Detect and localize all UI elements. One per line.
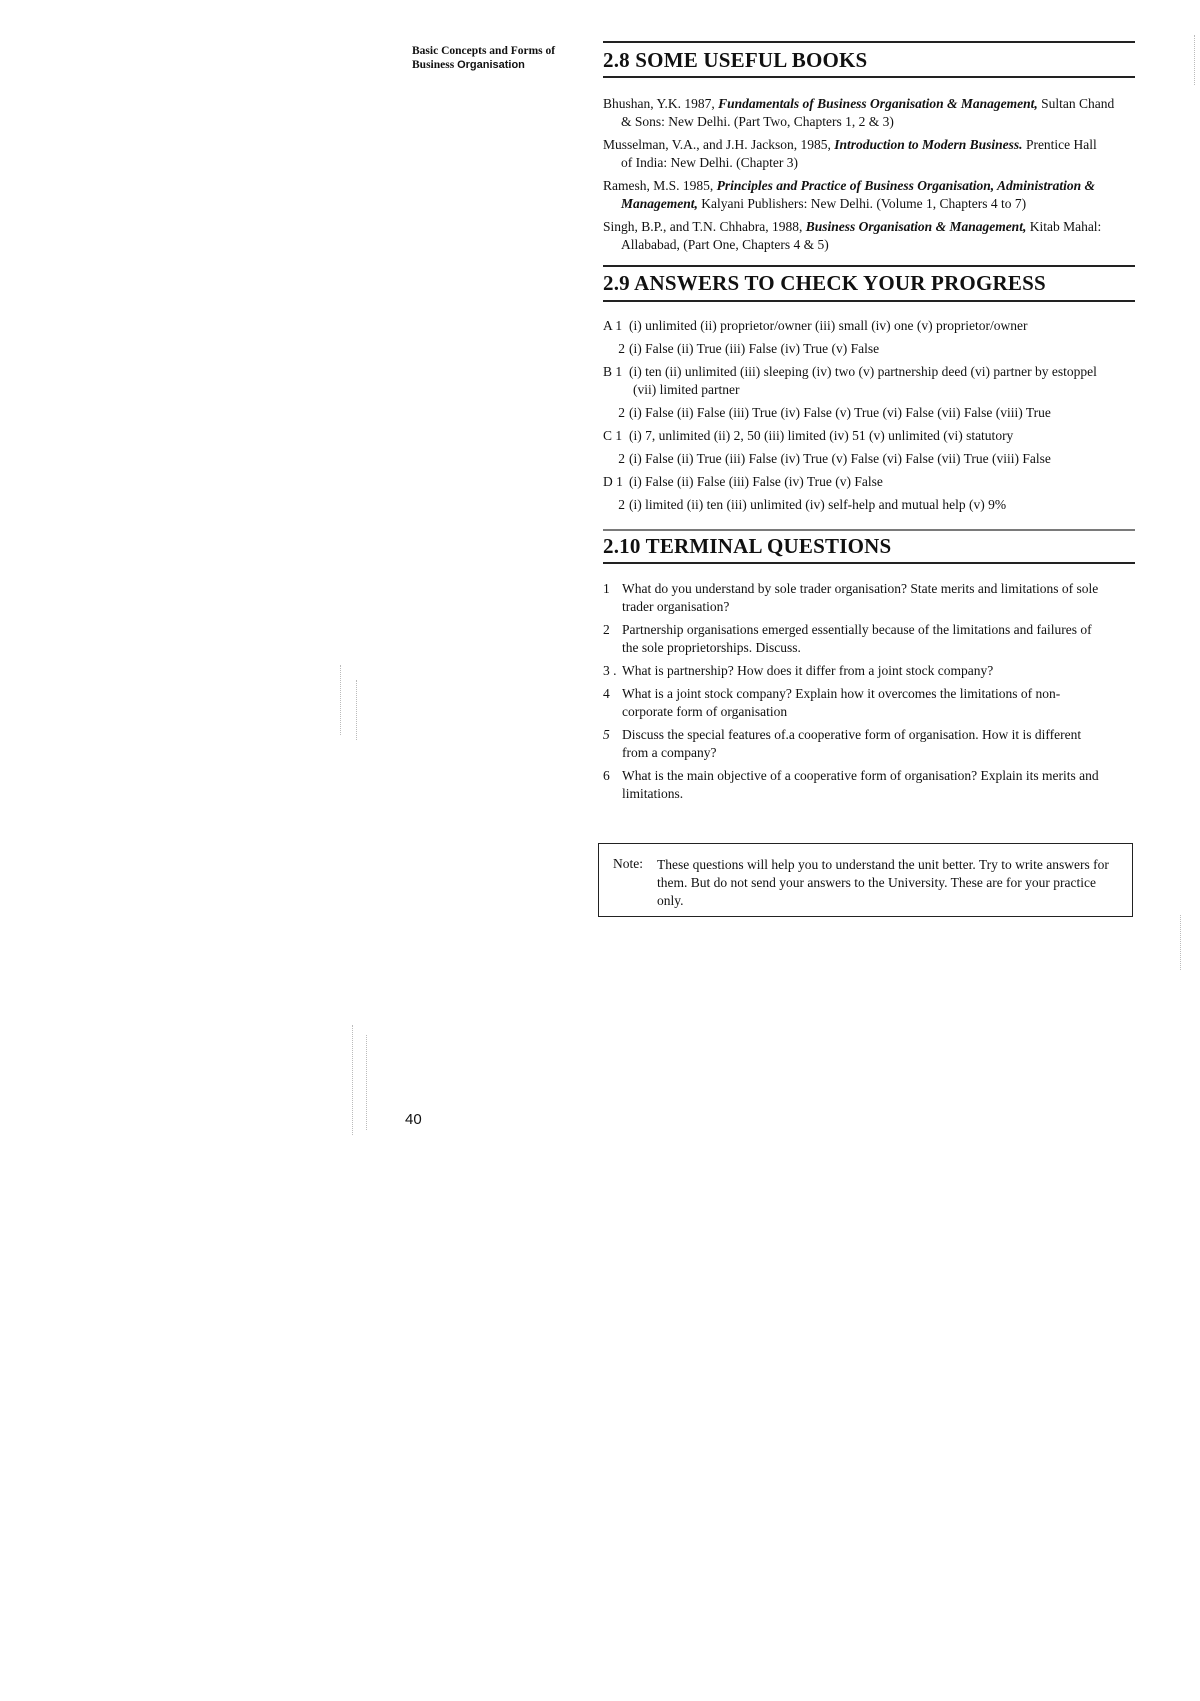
question-text-continued: the sole proprietorships. Discuss.	[622, 640, 801, 655]
answer-label: 2	[618, 451, 625, 466]
scan-artifact	[1180, 915, 1181, 970]
book-author: Bhushan, Y.K. 1987,	[603, 96, 719, 111]
question-number: 3 .	[603, 663, 617, 678]
note-text: These questions will help you to understand the unit better. Try to write answers for them. But do not send your answers to the University. These are for your practice only.	[657, 857, 1109, 908]
answer-line	[603, 496, 1143, 514]
question-text-continued: corporate form of organisation	[622, 704, 788, 719]
scan-artifact	[352, 1025, 353, 1135]
question-text: What do you understand by sole trader organisation? State merits and limitations of sole	[622, 581, 1099, 596]
terminal-question	[603, 621, 1135, 657]
answer-label: A 1	[603, 318, 623, 333]
heading-rule-top	[603, 41, 1135, 43]
question-number: 6	[603, 768, 610, 783]
answer-line	[603, 427, 1143, 445]
answer-line	[603, 317, 1143, 335]
answer-label: B 1	[603, 364, 623, 379]
section-heading-books	[603, 41, 1135, 79]
answer-text: (i) False (ii) True (iii) False (iv) True (v) False	[629, 341, 880, 356]
book-publisher: Kitab Mahal:	[1026, 219, 1102, 234]
book-author: Musselman, V.A., and J.H. Jackson, 1985,	[603, 137, 835, 152]
terminal-question	[603, 685, 1135, 721]
answer-line	[603, 340, 1143, 358]
book-title-continued: Management,	[621, 196, 698, 211]
question-number: 1	[603, 581, 610, 596]
question-text-continued: limitations.	[622, 786, 684, 801]
answer-text: (i) False (ii) True (iii) False (iv) True (v) False (vi) False (vii) True (viii) False	[629, 451, 1051, 466]
book-reference	[603, 177, 1135, 213]
answer-text: (i) False (ii) False (iii) True (iv) False (v) True (vi) False (vii) False (viii) True	[629, 405, 1051, 420]
answer-line	[603, 473, 1143, 491]
book-reference	[603, 218, 1135, 254]
note-label: Note:	[613, 856, 643, 871]
answer-text: (i) 7, unlimited (ii) 2, 50 (iii) limited (iv) 51 (v) unlimited (vi) statutory	[629, 428, 1014, 443]
scan-artifact	[1194, 35, 1195, 85]
answer-label: 2	[618, 405, 625, 420]
running-head-line-2	[412, 58, 572, 72]
heading-rule-bottom	[603, 562, 1135, 564]
book-details: of India: New Delhi. (Chapter 3)	[621, 155, 798, 170]
book-author: Ramesh, M.S. 1985,	[603, 178, 717, 193]
running-head-word-business: Business	[412, 59, 458, 71]
section-heading-answers	[603, 265, 1135, 303]
question-text: What is the main objective of a cooperative form of organisation? Explain its merits and	[622, 768, 1099, 783]
terminal-question	[603, 767, 1135, 803]
scan-artifact	[340, 665, 341, 735]
book-details: Allababad, (Part One, Chapters 4 & 5)	[621, 237, 829, 252]
answer-text: (i) ten (ii) unlimited (iii) sleeping (iv) two (v) partnership deed (vi) partner by estoppel	[629, 364, 1097, 379]
answer-label: C 1	[603, 428, 623, 443]
book-author: Singh, B.P., and T.N. Chhabra, 1988,	[603, 219, 806, 234]
book-details	[603, 195, 1135, 213]
scan-artifact	[366, 1035, 367, 1130]
heading-rule-bottom	[603, 300, 1135, 302]
heading-rule-top	[603, 265, 1135, 267]
answer-label: D 1	[603, 474, 623, 489]
question-text: Partnership organisations emerged essentially because of the limitations and failures of	[622, 622, 1092, 637]
terminal-question	[603, 662, 1135, 680]
answer-label: 2	[618, 497, 625, 512]
section-heading-books-text: 2.8 SOME USEFUL BOOKS	[603, 48, 868, 72]
question-number: 2	[603, 622, 610, 637]
section-heading-answers-text: 2.9 ANSWERS TO CHECK YOUR PROGRESS	[603, 271, 1046, 295]
question-text: What is partnership? How does it differ from a joint stock company?	[622, 663, 994, 678]
answer-text: (i) limited (ii) ten (iii) unlimited (iv) self-help and mutual help (v) 9%	[629, 497, 1007, 512]
book-title: Principles and Practice of Business Organisation, Administration &	[716, 178, 1095, 193]
terminal-question	[603, 726, 1135, 762]
answer-text: (i) unlimited (ii) proprietor/owner (iii) small (iv) one (v) proprietor/owner	[629, 318, 1028, 333]
answer-text: (i) False (ii) False (iii) False (iv) True (v) False	[629, 474, 883, 489]
question-number: 5	[603, 727, 610, 742]
running-head	[412, 44, 572, 72]
running-head-word-organisation: Organisation	[457, 59, 525, 71]
answer-label: 2	[618, 341, 625, 356]
question-text: Discuss the special features of.a cooperative form of organisation. How it is different	[622, 727, 1082, 742]
answer-line	[603, 450, 1143, 468]
book-reference	[603, 136, 1135, 172]
book-publisher: Prentice Hall	[1022, 137, 1097, 152]
book-publisher: Kalyani Publishers: New Delhi. (Volume 1, Chapters 4 to 7)	[697, 196, 1027, 211]
book-details: & Sons: New Delhi. (Part Two, Chapters 1, 2 & 3)	[621, 114, 894, 129]
question-number: 4	[603, 686, 610, 701]
answer-line	[603, 404, 1143, 422]
book-title: Fundamentals of Business Organisation & Management,	[718, 96, 1038, 111]
book-reference	[603, 95, 1135, 131]
page-number: 40	[405, 1111, 422, 1128]
section-heading-terminal	[603, 529, 1135, 565]
answer-line	[603, 363, 1143, 399]
scan-artifact	[356, 680, 357, 740]
question-text: What is a joint stock company? Explain how it overcomes the limitations of non-	[622, 686, 1061, 701]
book-title: Business Organisation & Management,	[805, 219, 1027, 234]
book-title: Introduction to Modern Business.	[834, 137, 1023, 152]
terminal-question	[603, 580, 1135, 616]
question-text-continued: trader organisation?	[622, 599, 730, 614]
heading-rule-bottom	[603, 76, 1135, 78]
running-head-line-1: Basic Concepts and Forms of	[412, 45, 556, 57]
answer-continuation: (vii) limited partner	[633, 382, 740, 397]
note-box	[598, 843, 1133, 917]
book-publisher: Sultan Chand	[1037, 96, 1115, 111]
question-text-continued: from a company?	[622, 745, 717, 760]
section-heading-terminal-text: 2.10 TERMINAL QUESTIONS	[603, 534, 892, 558]
heading-rule-top	[603, 529, 1135, 531]
